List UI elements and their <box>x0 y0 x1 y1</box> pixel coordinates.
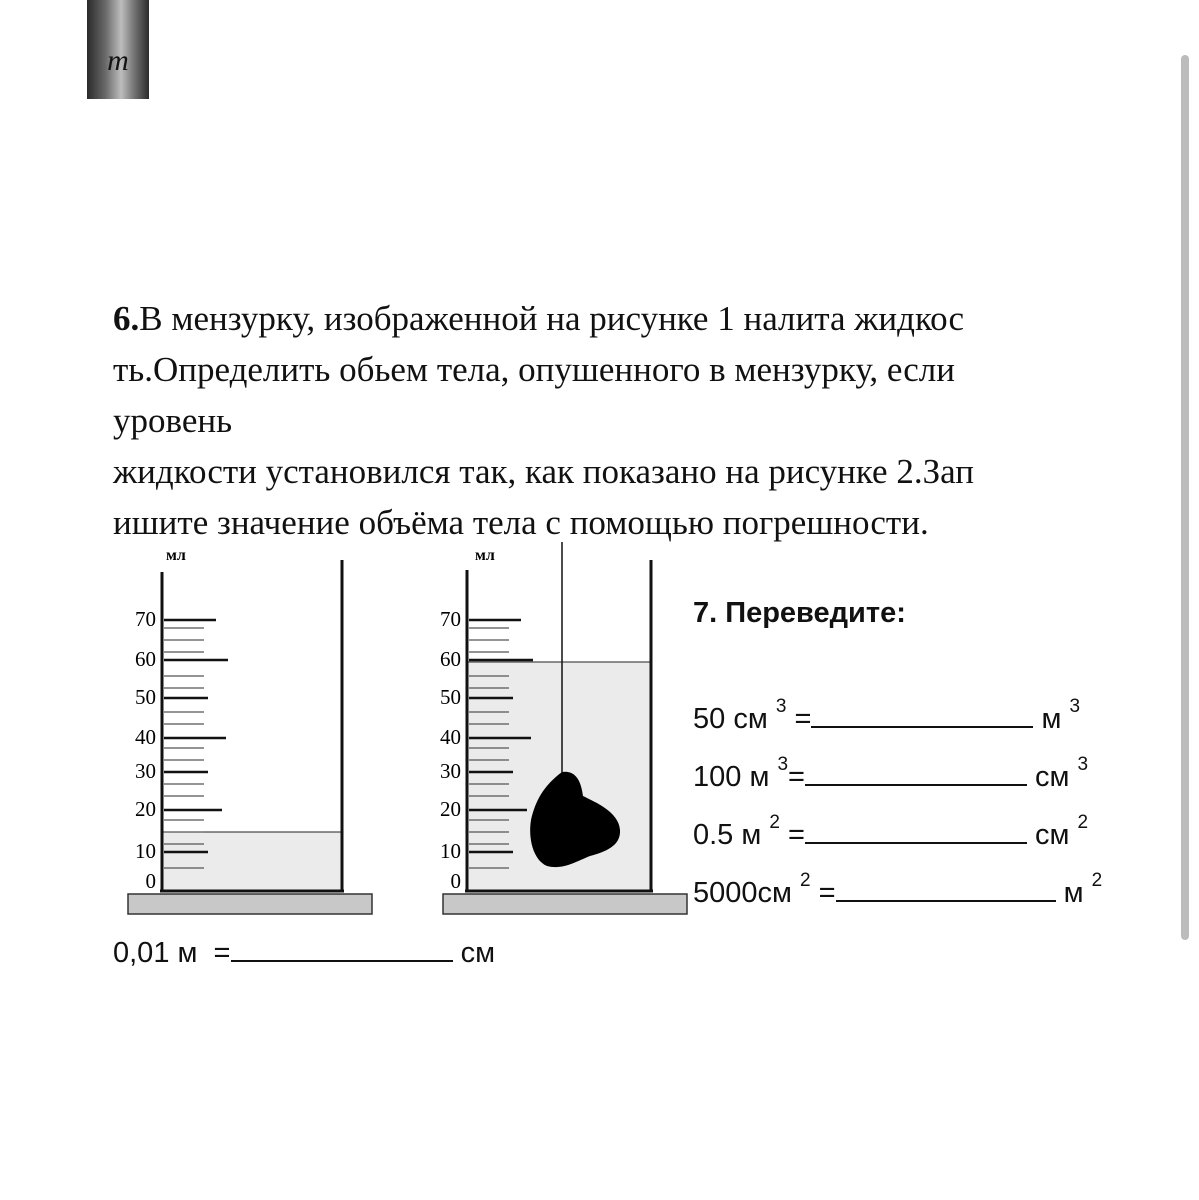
conversion-left: 5000см <box>693 877 792 909</box>
figure-2-scale-label: 10 <box>440 839 461 863</box>
figure-2-scale-label: 40 <box>440 725 461 749</box>
answer-blank[interactable] <box>231 934 453 962</box>
weight-label: m <box>107 44 129 77</box>
task-6-body: В мензурку, изображенной на рисунке 1 налита жидкос ть.Определить обьем тела, опушенного в мензурку, если уровень жидкости установился так, как показано на рисунке 2.Зап ишите значение объёма тела с помощью погрешности. <box>113 299 974 542</box>
conversion-left-exponent: 2 <box>769 812 780 833</box>
figure-2-scale-label: 50 <box>440 685 461 709</box>
answer-blank[interactable] <box>811 700 1033 728</box>
bottom-equation-right: см <box>460 937 495 969</box>
bottom-equation <box>113 934 495 970</box>
conversion-right: м <box>1063 877 1084 909</box>
figure-1-unit-label: мл <box>166 547 186 564</box>
figure-1-scale-label: 40 <box>135 725 156 749</box>
answer-blank[interactable] <box>805 816 1027 844</box>
conversion-left: 100 м <box>693 761 770 793</box>
figure-1-scale-label: 20 <box>135 797 156 821</box>
conversion-right-exponent: 2 <box>1091 870 1103 891</box>
figure-1-scale-label: 10 <box>135 839 156 863</box>
conversion-left-exponent: 2 <box>800 870 811 891</box>
figure-2-scale-label: 0 <box>450 869 461 893</box>
conversion-right: см <box>1035 819 1070 851</box>
figure-1-liquid <box>162 832 342 890</box>
conversion-equals: = <box>779 819 805 851</box>
conversion-row <box>693 870 1103 910</box>
conversion-right: см <box>1035 761 1070 793</box>
figure-1-scale-label: 30 <box>135 759 156 783</box>
conversion-left: 50 см <box>693 703 768 735</box>
conversion-left: 0.5 м <box>693 819 762 851</box>
conversion-left-exponent: 3 <box>777 754 789 775</box>
figure-1-scale-label: 0 <box>145 869 156 893</box>
conversion-row <box>693 754 1089 794</box>
conversion-left-exponent: 3 <box>775 696 787 717</box>
figure-1-cylinder <box>120 540 380 920</box>
figure-1-scale-label: 50 <box>135 685 156 709</box>
figure-2-stand <box>443 894 687 914</box>
figure-2-scale-label: 20 <box>440 797 461 821</box>
answer-blank[interactable] <box>805 758 1027 786</box>
conversion-right: м <box>1041 703 1062 735</box>
task-6-text <box>113 293 1183 548</box>
figure-1-stand <box>128 894 372 914</box>
figure-2-cylinder <box>425 540 695 920</box>
conversion-right-exponent: 2 <box>1077 812 1089 833</box>
task-7-title: 7. Переведите: <box>693 597 906 629</box>
answer-blank[interactable] <box>836 874 1056 902</box>
conversion-right-exponent: 3 <box>1077 754 1089 775</box>
conversion-equals: = <box>788 761 805 793</box>
task-6-number: 6. <box>113 299 140 338</box>
conversion-row <box>693 696 1081 736</box>
figure-1-scale-label: 70 <box>135 607 156 631</box>
conversion-equals: = <box>810 877 836 909</box>
figure-2-scale-label: 70 <box>440 607 461 631</box>
conversion-right-exponent: 3 <box>1069 696 1081 717</box>
conversion-equals: = <box>786 703 812 735</box>
bottom-equation-left: 0,01 м = <box>113 937 231 969</box>
figure-2-unit-label: мл <box>475 547 495 564</box>
figure-2-scale-label: 30 <box>440 759 461 783</box>
figure-2-scale-label: 60 <box>440 647 461 671</box>
conversion-row <box>693 812 1089 852</box>
figure-1-scale-label: 60 <box>135 647 156 671</box>
